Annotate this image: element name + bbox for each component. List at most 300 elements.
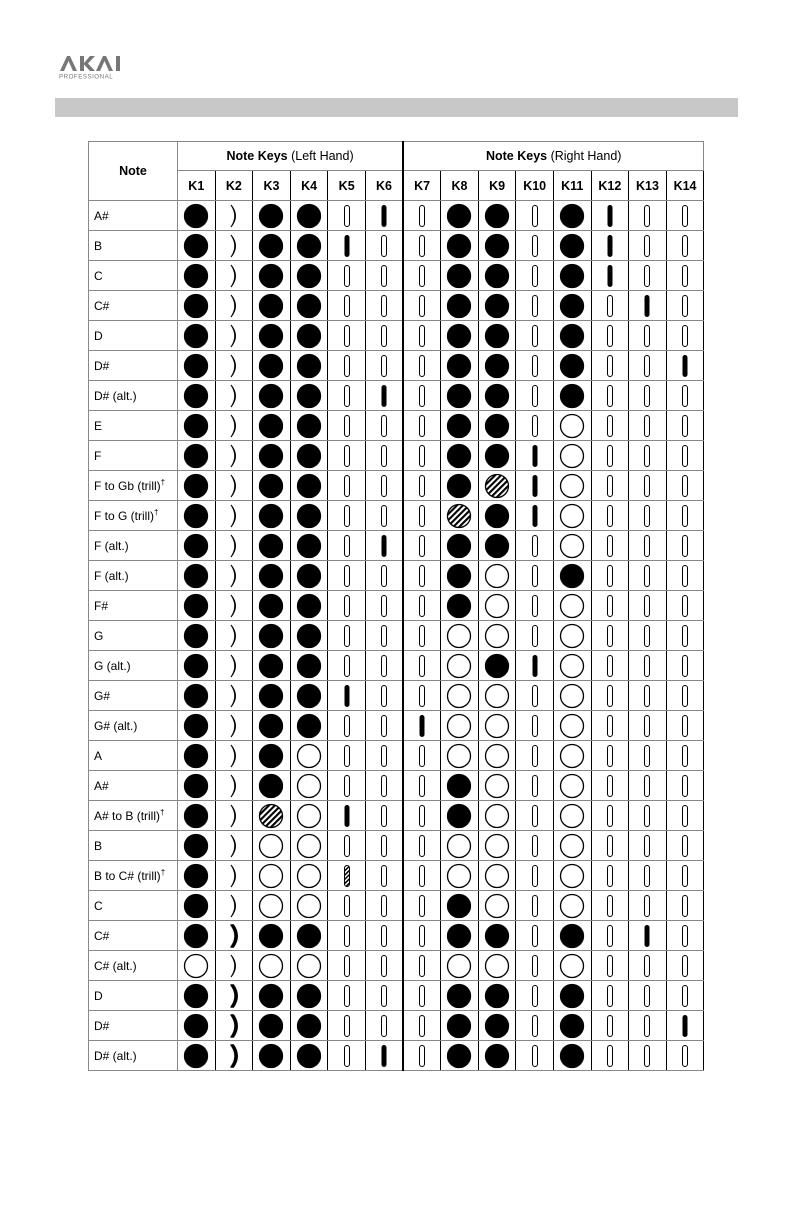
key-cell-k2 — [215, 351, 253, 381]
open-key-icon — [531, 863, 539, 889]
filled-circle-icon — [559, 983, 585, 1009]
open-key-icon — [343, 953, 351, 979]
key-cell-k13 — [629, 711, 667, 741]
note-name — [89, 591, 178, 621]
key-cell-k8 — [441, 231, 479, 261]
filled-key-icon — [380, 203, 388, 229]
filled-key-icon — [606, 233, 614, 259]
open-circle-icon — [296, 743, 322, 769]
akai-professional-logo — [58, 54, 138, 80]
open-circle-icon — [559, 533, 585, 559]
key-cell-k14 — [666, 321, 704, 351]
filled-circle-icon — [183, 383, 209, 409]
key-cell-k9 — [478, 471, 516, 501]
open-key-icon — [643, 263, 651, 289]
open-key-icon — [418, 983, 426, 1009]
open-circle-icon — [258, 953, 284, 979]
filled-circle-icon — [258, 623, 284, 649]
filled-circle-icon — [183, 983, 209, 1009]
open-key-icon — [643, 203, 651, 229]
key-cell-k9 — [478, 891, 516, 921]
key-cell-k14 — [666, 261, 704, 291]
open-key-icon — [380, 503, 388, 529]
hatched-circle-icon — [484, 473, 510, 499]
open-key-icon — [380, 713, 388, 739]
table-row — [89, 231, 704, 261]
note-name — [89, 861, 178, 891]
key-cell-k11 — [553, 891, 591, 921]
key-cell-k2 — [215, 471, 253, 501]
key-cell-k11 — [553, 291, 591, 321]
key-cell-k4 — [290, 621, 328, 651]
key-cell-k11 — [553, 441, 591, 471]
key-cell-k10 — [516, 801, 554, 831]
key-cell-k13 — [629, 441, 667, 471]
open-circle-icon — [446, 743, 472, 769]
key-header-k13: K13 — [629, 171, 667, 201]
key-cell-k14 — [666, 501, 704, 531]
key-cell-k4 — [290, 861, 328, 891]
key-cell-k7 — [403, 231, 441, 261]
note-name — [89, 621, 178, 651]
key-cell-k7 — [403, 441, 441, 471]
key-cell-k7 — [403, 201, 441, 231]
filled-circle-icon — [296, 1043, 322, 1069]
key-cell-k7 — [403, 651, 441, 681]
key-cell-k5 — [328, 321, 366, 351]
key-cell-k3 — [253, 981, 291, 1011]
key-cell-k2 — [215, 561, 253, 591]
filled-key-icon — [681, 353, 689, 379]
key-cell-k1 — [178, 681, 216, 711]
filled-key-icon — [380, 533, 388, 559]
open-key-icon — [531, 713, 539, 739]
key-cell-k6 — [365, 681, 403, 711]
open-key-icon — [380, 413, 388, 439]
note-name — [89, 1011, 178, 1041]
filled-circle-icon — [258, 653, 284, 679]
key-cell-k11 — [553, 501, 591, 531]
filled-crescent-icon — [227, 1043, 241, 1069]
key-cell-k12 — [591, 771, 629, 801]
key-cell-k3 — [253, 531, 291, 561]
open-key-icon — [681, 803, 689, 829]
right-hand-header — [403, 142, 704, 171]
open-key-icon — [606, 413, 614, 439]
open-key-icon — [343, 893, 351, 919]
filled-circle-icon — [446, 1043, 472, 1069]
filled-key-icon — [531, 653, 539, 679]
key-cell-k2 — [215, 291, 253, 321]
open-circle-icon — [296, 863, 322, 889]
key-cell-k7 — [403, 411, 441, 441]
key-cell-k7 — [403, 561, 441, 591]
filled-circle-icon — [183, 353, 209, 379]
key-cell-k8 — [441, 411, 479, 441]
key-cell-k7 — [403, 1011, 441, 1041]
filled-key-icon — [418, 713, 426, 739]
open-crescent-icon — [227, 473, 241, 499]
open-key-icon — [681, 293, 689, 319]
open-key-icon — [681, 563, 689, 589]
key-cell-k11 — [553, 201, 591, 231]
note-label: B to C# (trill) — [94, 869, 161, 883]
table-row — [89, 831, 704, 861]
key-header-k6: K6 — [365, 171, 403, 201]
filled-circle-icon — [559, 203, 585, 229]
key-cell-k4 — [290, 591, 328, 621]
key-header-k9: K9 — [478, 171, 516, 201]
key-cell-k13 — [629, 411, 667, 441]
key-cell-k8 — [441, 591, 479, 621]
key-cell-k2 — [215, 771, 253, 801]
key-cell-k1 — [178, 831, 216, 861]
key-cell-k10 — [516, 771, 554, 801]
key-cell-k3 — [253, 381, 291, 411]
filled-circle-icon — [258, 1013, 284, 1039]
open-key-icon — [418, 413, 426, 439]
key-cell-k10 — [516, 1011, 554, 1041]
open-crescent-icon — [227, 503, 241, 529]
key-cell-k8 — [441, 501, 479, 531]
filled-circle-icon — [484, 1043, 510, 1069]
open-key-icon — [643, 443, 651, 469]
key-cell-k14 — [666, 861, 704, 891]
filled-circle-icon — [183, 1013, 209, 1039]
open-circle-icon — [446, 683, 472, 709]
key-cell-k9 — [478, 741, 516, 771]
key-cell-k11 — [553, 771, 591, 801]
open-key-icon — [606, 833, 614, 859]
key-cell-k8 — [441, 1041, 479, 1071]
note-name — [89, 441, 178, 471]
key-cell-k6 — [365, 981, 403, 1011]
key-cell-k14 — [666, 231, 704, 261]
filled-circle-icon — [484, 203, 510, 229]
note-label: F to G (trill) — [94, 509, 154, 523]
filled-circle-icon — [183, 203, 209, 229]
key-cell-k13 — [629, 291, 667, 321]
open-key-icon — [343, 293, 351, 319]
key-cell-k4 — [290, 291, 328, 321]
open-key-icon — [606, 443, 614, 469]
key-cell-k1 — [178, 291, 216, 321]
key-cell-k2 — [215, 831, 253, 861]
key-cell-k10 — [516, 471, 554, 501]
key-cell-k13 — [629, 351, 667, 381]
key-cell-k5 — [328, 561, 366, 591]
key-cell-k13 — [629, 771, 667, 801]
open-crescent-icon — [227, 563, 241, 589]
key-cell-k14 — [666, 471, 704, 501]
filled-circle-icon — [446, 203, 472, 229]
filled-circle-icon — [446, 413, 472, 439]
open-key-icon — [606, 473, 614, 499]
filled-circle-icon — [559, 1043, 585, 1069]
key-cell-k1 — [178, 891, 216, 921]
key-cell-k13 — [629, 471, 667, 501]
note-label: F (alt.) — [94, 538, 129, 553]
open-key-icon — [681, 203, 689, 229]
note-label: C# — [94, 928, 110, 943]
key-cell-k2 — [215, 741, 253, 771]
open-key-icon — [343, 353, 351, 379]
key-cell-k9 — [478, 771, 516, 801]
filled-circle-icon — [183, 263, 209, 289]
key-cell-k11 — [553, 471, 591, 501]
key-cell-k14 — [666, 531, 704, 561]
open-key-icon — [531, 233, 539, 259]
open-key-icon — [606, 533, 614, 559]
filled-circle-icon — [446, 1013, 472, 1039]
key-cell-k13 — [629, 201, 667, 231]
key-cell-k9 — [478, 651, 516, 681]
note-name — [89, 801, 178, 831]
key-cell-k13 — [629, 561, 667, 591]
filled-circle-icon — [446, 533, 472, 559]
key-cell-k4 — [290, 501, 328, 531]
key-cell-k4 — [290, 411, 328, 441]
key-cell-k10 — [516, 411, 554, 441]
open-key-icon — [343, 203, 351, 229]
table-row — [89, 621, 704, 651]
key-cell-k11 — [553, 741, 591, 771]
open-key-icon — [643, 1043, 651, 1069]
key-cell-k7 — [403, 951, 441, 981]
filled-circle-icon — [183, 443, 209, 469]
open-key-icon — [343, 923, 351, 949]
key-cell-k14 — [666, 771, 704, 801]
key-cell-k13 — [629, 651, 667, 681]
open-circle-icon — [484, 953, 510, 979]
key-cell-k14 — [666, 981, 704, 1011]
key-cell-k12 — [591, 861, 629, 891]
open-circle-icon — [296, 893, 322, 919]
note-name — [89, 681, 178, 711]
open-key-icon — [531, 323, 539, 349]
open-key-icon — [681, 1043, 689, 1069]
open-circle-icon — [484, 803, 510, 829]
key-cell-k7 — [403, 681, 441, 711]
open-key-icon — [606, 923, 614, 949]
open-key-icon — [531, 1013, 539, 1039]
key-cell-k2 — [215, 711, 253, 741]
filled-circle-icon — [484, 653, 510, 679]
filled-circle-icon — [258, 443, 284, 469]
open-key-icon — [531, 833, 539, 859]
key-cell-k2 — [215, 861, 253, 891]
key-cell-k1 — [178, 651, 216, 681]
key-cell-k8 — [441, 741, 479, 771]
key-cell-k2 — [215, 681, 253, 711]
key-cell-k10 — [516, 591, 554, 621]
open-circle-icon — [446, 833, 472, 859]
key-cell-k1 — [178, 591, 216, 621]
key-cell-k6 — [365, 1041, 403, 1071]
key-cell-k5 — [328, 891, 366, 921]
brand-subtitle: PROFESSIONAL — [59, 73, 114, 80]
key-cell-k11 — [553, 711, 591, 741]
key-cell-k5 — [328, 621, 366, 651]
key-cell-k5 — [328, 531, 366, 561]
key-cell-k5 — [328, 681, 366, 711]
filled-circle-icon — [484, 353, 510, 379]
key-cell-k13 — [629, 261, 667, 291]
open-circle-icon — [559, 683, 585, 709]
key-cell-k6 — [365, 1011, 403, 1041]
note-label: D# (alt.) — [94, 388, 137, 403]
open-key-icon — [643, 773, 651, 799]
key-cell-k9 — [478, 291, 516, 321]
open-key-icon — [380, 863, 388, 889]
key-cell-k11 — [553, 801, 591, 831]
open-key-icon — [643, 1013, 651, 1039]
key-cell-k11 — [553, 411, 591, 441]
filled-key-icon — [531, 443, 539, 469]
open-crescent-icon — [227, 713, 241, 739]
key-cell-k12 — [591, 921, 629, 951]
key-cell-k10 — [516, 831, 554, 861]
open-key-icon — [531, 203, 539, 229]
key-cell-k7 — [403, 321, 441, 351]
table-row — [89, 951, 704, 981]
key-cell-k14 — [666, 381, 704, 411]
key-cell-k9 — [478, 921, 516, 951]
key-cell-k5 — [328, 231, 366, 261]
open-key-icon — [418, 953, 426, 979]
filled-circle-icon — [183, 623, 209, 649]
open-key-icon — [418, 863, 426, 889]
key-cell-k9 — [478, 381, 516, 411]
key-cell-k11 — [553, 261, 591, 291]
key-cell-k3 — [253, 231, 291, 261]
open-key-icon — [606, 713, 614, 739]
note-label: F to Gb (trill) — [94, 479, 161, 493]
table-row — [89, 891, 704, 921]
key-cell-k5 — [328, 741, 366, 771]
key-cell-k6 — [365, 831, 403, 861]
open-crescent-icon — [227, 623, 241, 649]
key-cell-k12 — [591, 951, 629, 981]
key-cell-k4 — [290, 1011, 328, 1041]
open-key-icon — [643, 683, 651, 709]
key-cell-k2 — [215, 1011, 253, 1041]
key-cell-k7 — [403, 621, 441, 651]
open-key-icon — [418, 803, 426, 829]
open-crescent-icon — [227, 443, 241, 469]
key-cell-k7 — [403, 981, 441, 1011]
trill-dagger-mark: † — [154, 508, 159, 517]
open-crescent-icon — [227, 293, 241, 319]
filled-circle-icon — [258, 563, 284, 589]
key-cell-k8 — [441, 561, 479, 591]
note-label: B — [94, 238, 103, 253]
note-name — [89, 741, 178, 771]
key-cell-k8 — [441, 981, 479, 1011]
note-name — [89, 411, 178, 441]
open-circle-icon — [559, 653, 585, 679]
key-cell-k9 — [478, 531, 516, 561]
open-key-icon — [418, 683, 426, 709]
note-name — [89, 351, 178, 381]
open-key-icon — [606, 983, 614, 1009]
open-key-icon — [681, 953, 689, 979]
key-cell-k2 — [215, 591, 253, 621]
key-cell-k9 — [478, 321, 516, 351]
filled-circle-icon — [183, 323, 209, 349]
key-cell-k3 — [253, 1041, 291, 1071]
key-cell-k4 — [290, 831, 328, 861]
filled-key-icon — [643, 293, 651, 319]
filled-key-icon — [531, 503, 539, 529]
filled-circle-icon — [559, 923, 585, 949]
key-cell-k12 — [591, 711, 629, 741]
filled-circle-icon — [296, 683, 322, 709]
open-circle-icon — [559, 443, 585, 469]
key-cell-k8 — [441, 861, 479, 891]
key-cell-k11 — [553, 591, 591, 621]
filled-circle-icon — [559, 1013, 585, 1039]
key-cell-k6 — [365, 201, 403, 231]
note-name — [89, 291, 178, 321]
filled-circle-icon — [484, 413, 510, 439]
open-key-icon — [606, 503, 614, 529]
table-row — [89, 1041, 704, 1071]
key-cell-k6 — [365, 591, 403, 621]
key-cell-k13 — [629, 321, 667, 351]
key-cell-k13 — [629, 741, 667, 771]
open-key-icon — [380, 233, 388, 259]
key-cell-k9 — [478, 351, 516, 381]
open-key-icon — [380, 263, 388, 289]
key-cell-k6 — [365, 711, 403, 741]
key-cell-k10 — [516, 201, 554, 231]
filled-circle-icon — [183, 803, 209, 829]
key-cell-k7 — [403, 501, 441, 531]
open-circle-icon — [484, 833, 510, 859]
open-key-icon — [531, 773, 539, 799]
note-name — [89, 651, 178, 681]
table-row — [89, 921, 704, 951]
key-cell-k8 — [441, 261, 479, 291]
key-cell-k10 — [516, 861, 554, 891]
key-cell-k6 — [365, 921, 403, 951]
open-key-icon — [343, 623, 351, 649]
filled-circle-icon — [446, 923, 472, 949]
open-circle-icon — [258, 833, 284, 859]
open-key-icon — [418, 893, 426, 919]
key-cell-k2 — [215, 621, 253, 651]
table-row — [89, 861, 704, 891]
key-cell-k2 — [215, 201, 253, 231]
key-cell-k2 — [215, 1041, 253, 1071]
key-cell-k10 — [516, 891, 554, 921]
open-key-icon — [606, 773, 614, 799]
key-cell-k12 — [591, 231, 629, 261]
filled-circle-icon — [484, 293, 510, 319]
key-cell-k12 — [591, 441, 629, 471]
filled-circle-icon — [446, 473, 472, 499]
open-circle-icon — [484, 893, 510, 919]
open-key-icon — [681, 833, 689, 859]
key-cell-k9 — [478, 981, 516, 1011]
note-label: D# — [94, 1018, 110, 1033]
hatched-circle-icon — [446, 503, 472, 529]
filled-crescent-icon — [227, 923, 241, 949]
key-cell-k11 — [553, 651, 591, 681]
key-cell-k4 — [290, 381, 328, 411]
key-cell-k12 — [591, 1011, 629, 1041]
